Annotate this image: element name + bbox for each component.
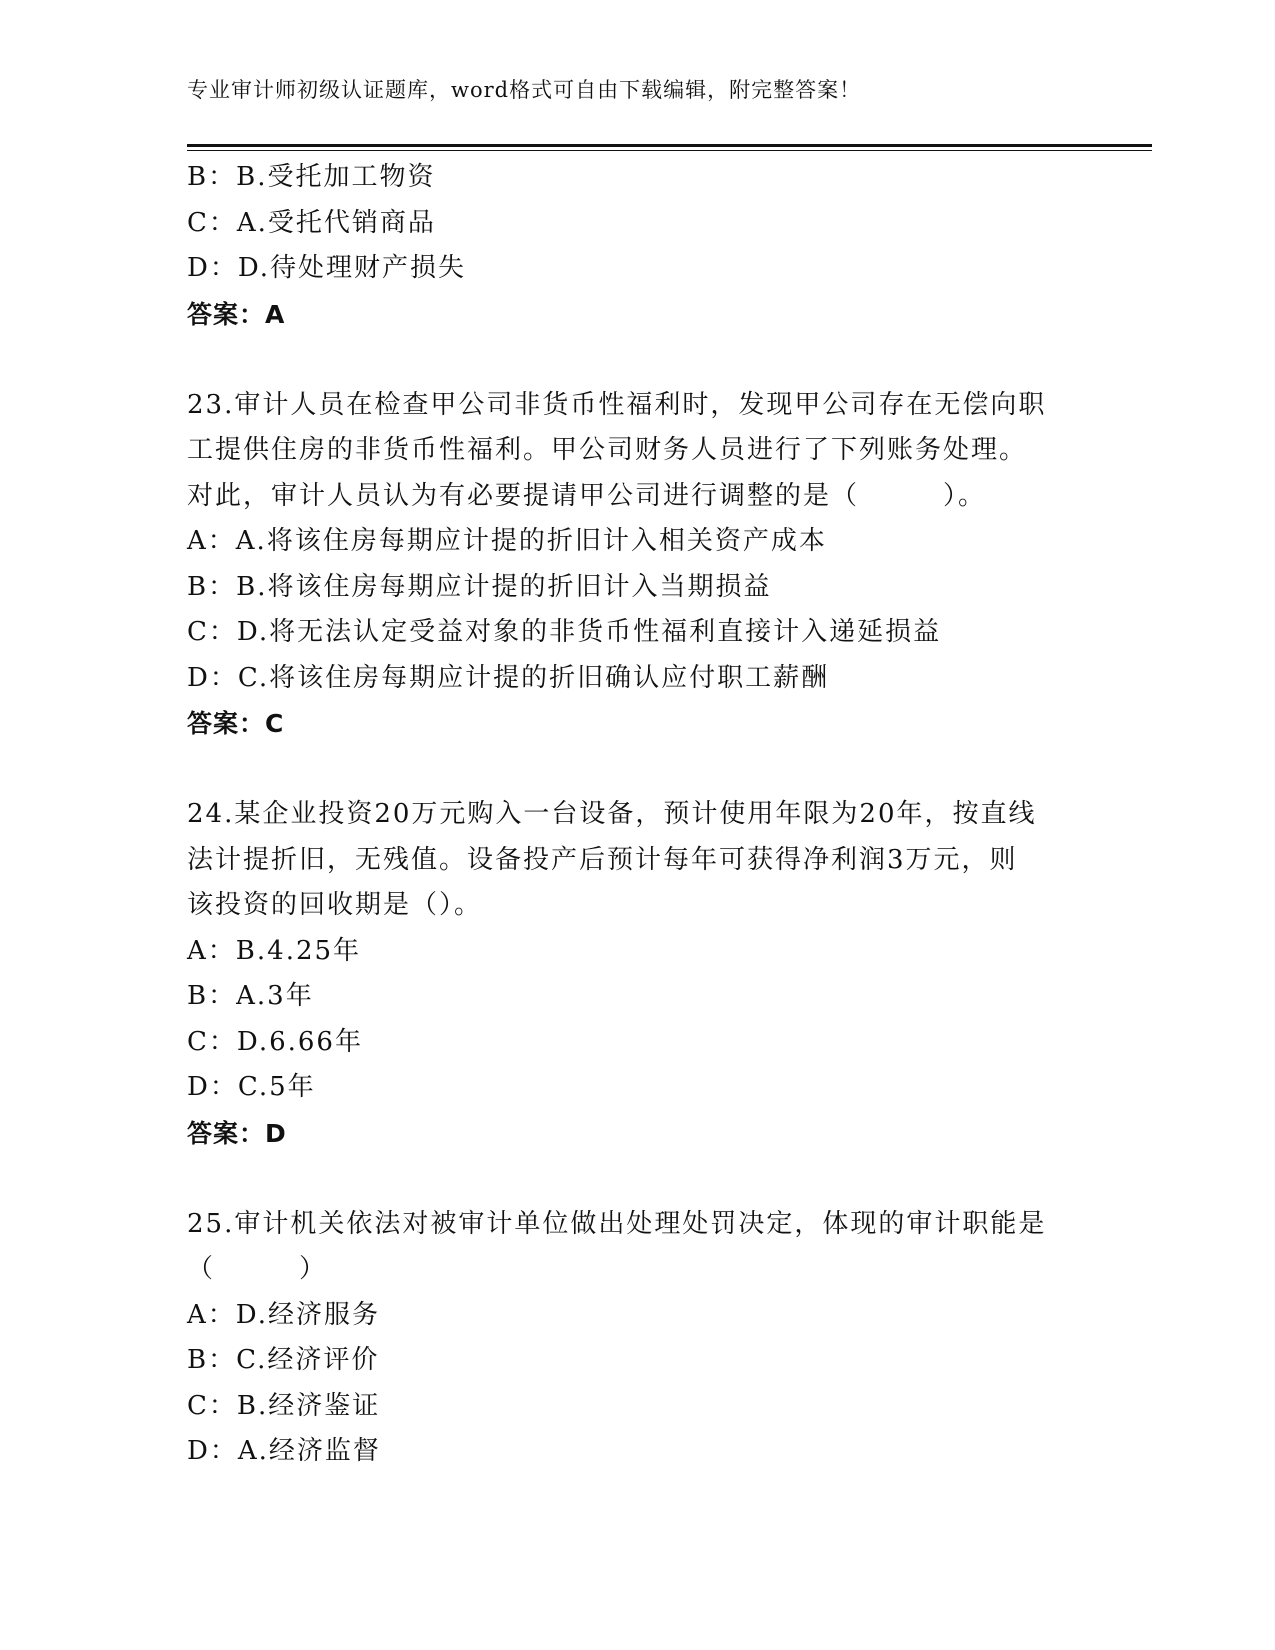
page-header: 专业审计师初级认证题库，word格式可自由下载编辑，附完整答案！ [187,78,862,102]
question-stem-line: 法计提折旧，无残值。设备投产后预计每年可获得净利润3万元，则 [187,844,1018,875]
option-c: C：D.6.66年 [187,1026,363,1057]
option-a: A：D.经济服务 [187,1299,380,1330]
option-d: D：C.将该住房每期应计提的折旧确认应付职工薪酬 [187,662,830,693]
question-25 [187,1202,1117,1475]
header-rule-thin [187,150,1152,151]
question-stem-line: （ ） [187,1254,328,1284]
option-b: B：B.受托加工物资 [187,162,436,192]
option-d: D：C.5年 [187,1072,316,1102]
question-stem-line: 对此，审计人员认为有必要提请甲公司进行调整的是（ ）。 [187,480,987,511]
spacer [187,1156,1117,1202]
option-a: A：B.4.25年 [187,935,362,966]
question-stem-line: 25.审计机关依法对被审计单位做出处理处罚决定，体现的审计职能是 [187,1208,1047,1239]
question-stem-line: 24.某企业投资20万元购入一台设备，预计使用年限为20年，按直线 [187,799,1037,829]
spacer [187,747,1117,793]
question-23 [187,383,1117,747]
option-c: C：A.受托代销商品 [187,207,436,238]
option-b: B：A.3年 [187,981,314,1011]
question-stem-line: 工提供住房的非货币性福利。甲公司财务人员进行了下列账务处理。 [187,435,1028,465]
option-d: D：D.待处理财产损失 [187,253,467,283]
option-a: A：A.将该住房每期应计提的折旧计入相关资产成本 [187,526,827,556]
answer-line: 答案：A [187,299,286,329]
option-c: C：B.经济鉴证 [187,1390,381,1421]
question-22-continuation [187,155,1117,337]
question-stem-line: 23.审计人员在检查甲公司非货币性福利时，发现甲公司存在无偿向职 [187,389,1047,420]
answer-line: 答案：D [187,1118,287,1148]
question-24 [187,792,1117,1156]
spacer [187,337,1117,383]
option-b: B：B.将该住房每期应计提的折旧计入当期损益 [187,571,772,602]
answer-line: 答案：C [187,709,285,738]
option-c: C：D.将无法认定受益对象的非货币性福利直接计入递延损益 [187,617,942,647]
option-b: B：C.经济评价 [187,1345,380,1375]
header-rule-thick [187,144,1152,147]
option-d: D：A.经济监督 [187,1436,381,1466]
question-stem-line: 该投资的回收期是（）。 [187,890,483,920]
question-content [187,155,1117,1475]
